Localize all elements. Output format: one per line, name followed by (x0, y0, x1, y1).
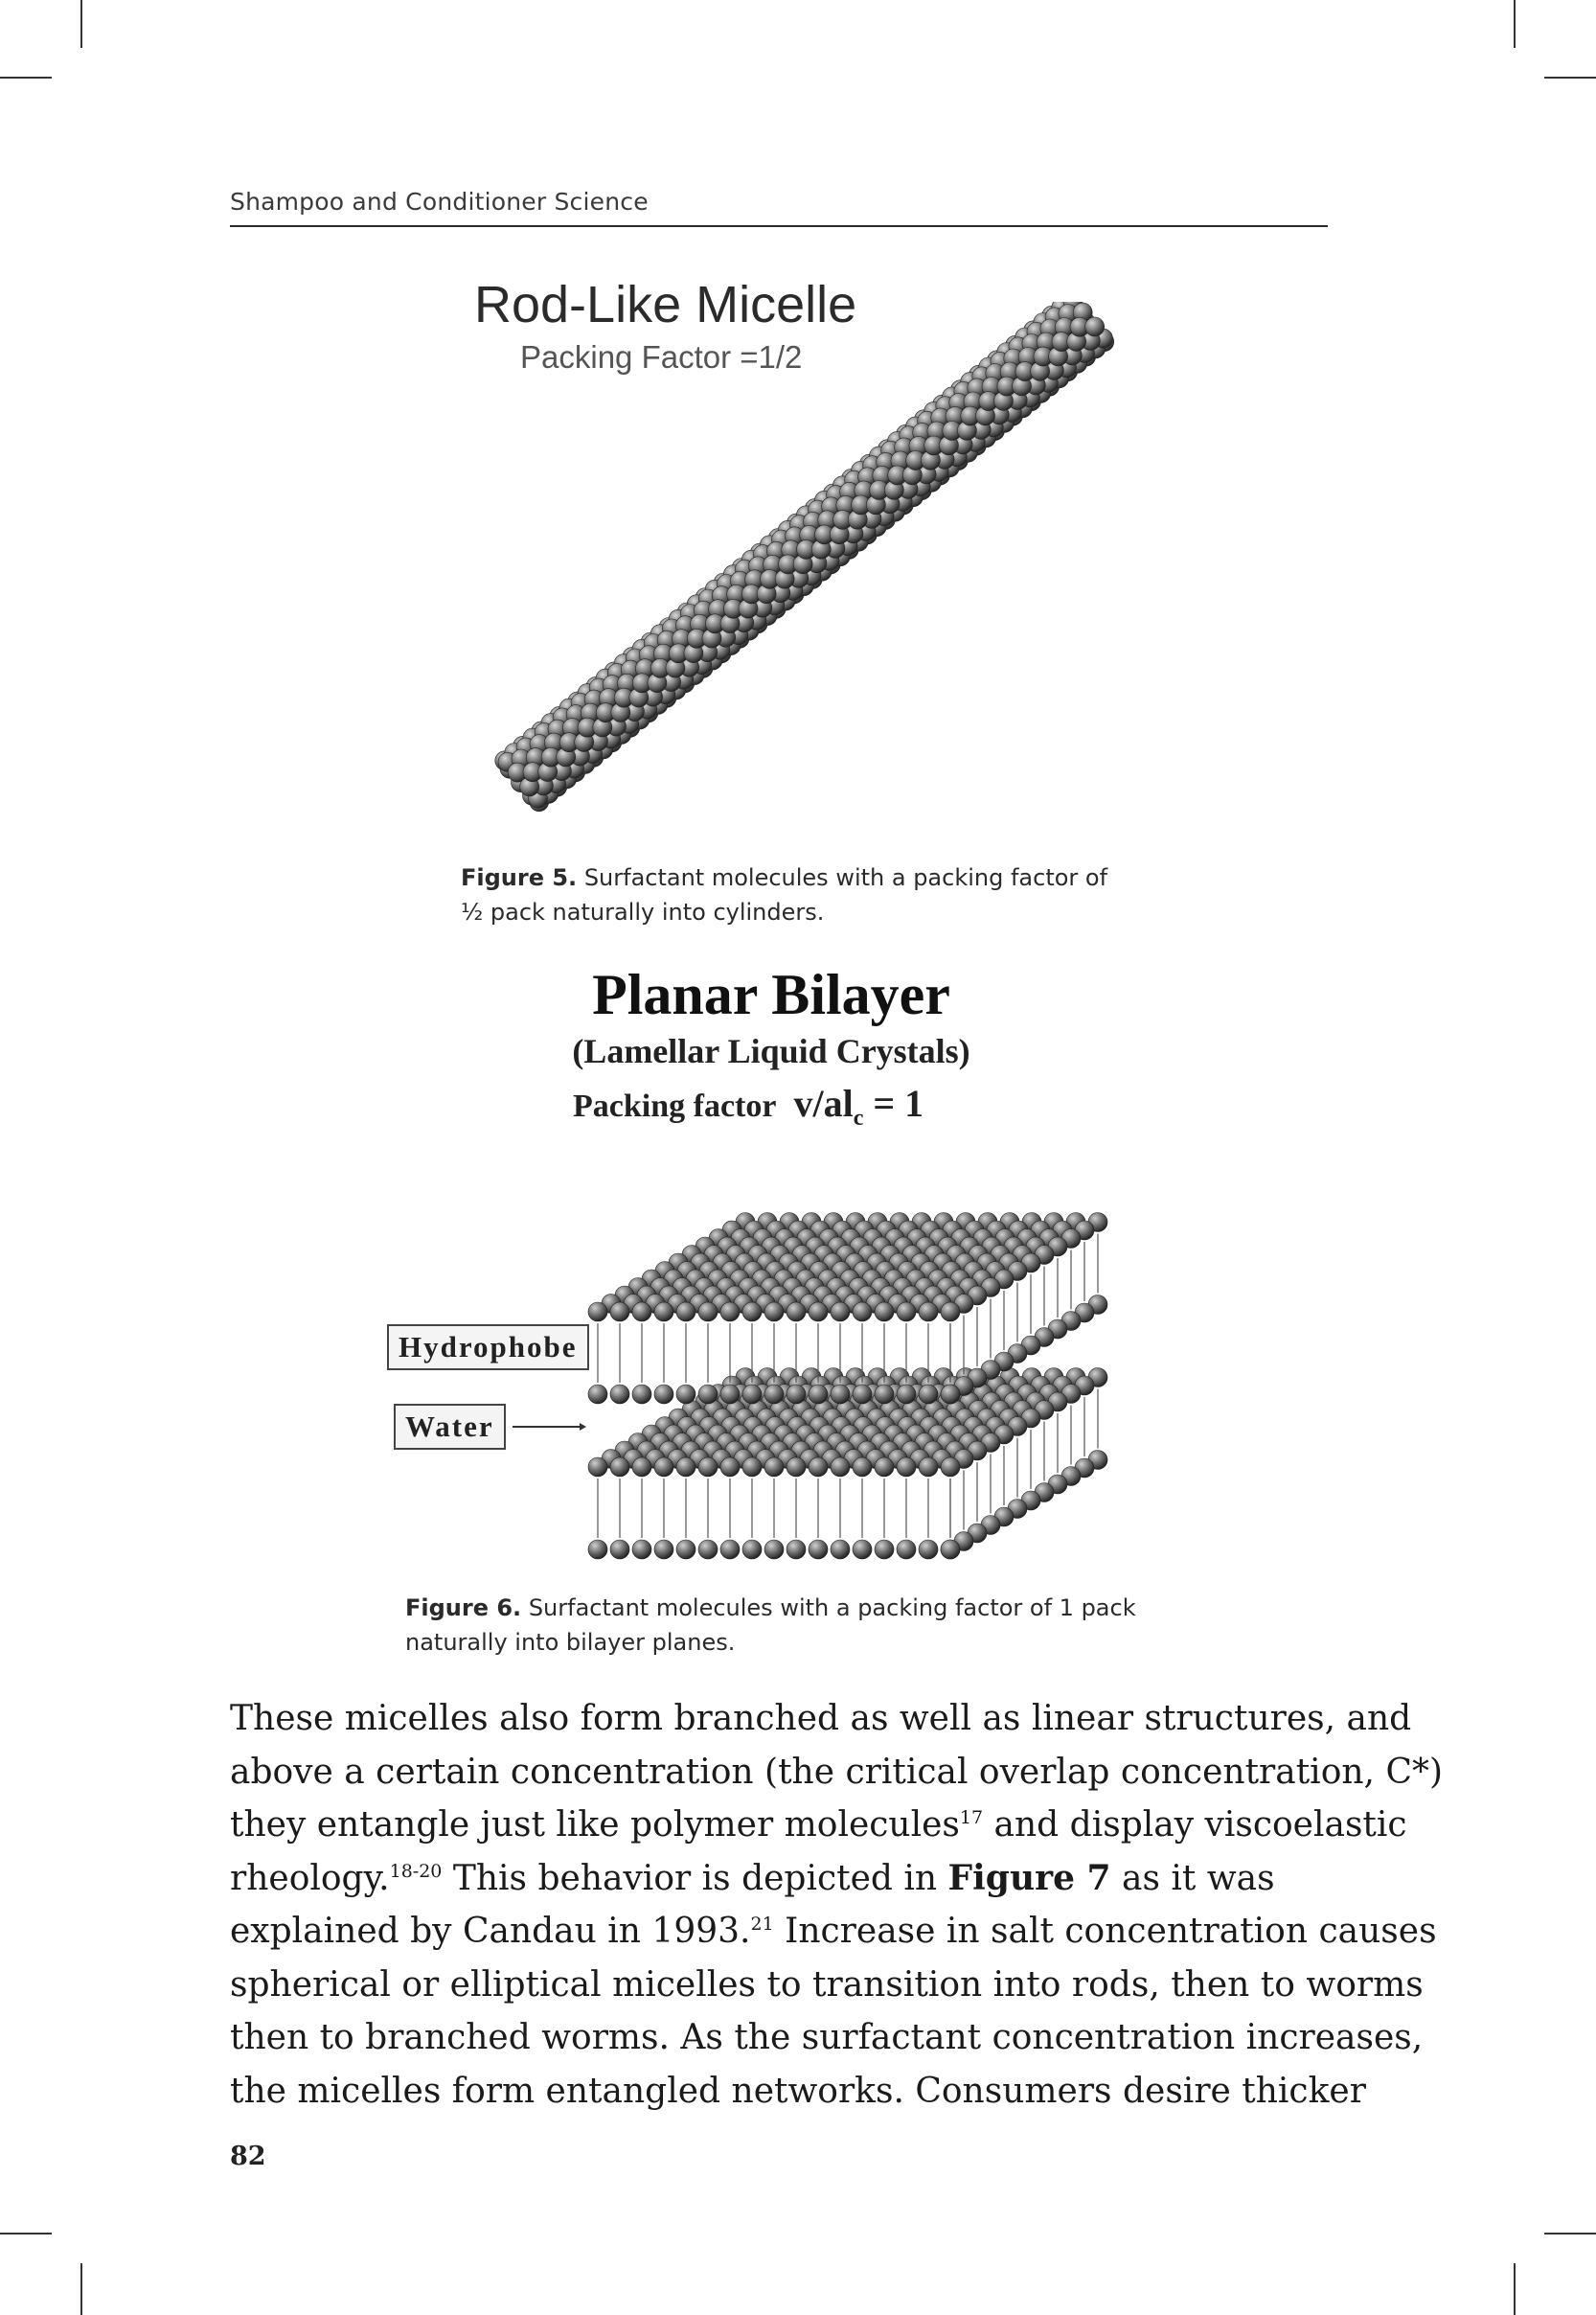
figure6-packing-factor (573, 1081, 923, 1132)
citation-superscript: 17 (959, 1807, 984, 1828)
crop-mark (1514, 0, 1516, 48)
figure6-caption-label: Figure 6. (405, 1594, 522, 1621)
page-number: 82 (230, 2142, 266, 2171)
hydrophobe-label: Hydrophobe (387, 1324, 589, 1370)
body-line: above a certain concentration (the critical overlap concentration, C*) (230, 1752, 1444, 1792)
crop-mark (0, 2233, 52, 2235)
figure5-caption-line1: Surfactant molecules with a packing factor of (583, 864, 1108, 891)
body-line (230, 1852, 1332, 1906)
figure6-title: Planar Bilayer (592, 963, 950, 1026)
rod-micelle-illustration (474, 302, 1145, 838)
body-text-run: rheology. (230, 1858, 390, 1898)
figure6-caption-line1: Surfactant molecules with a packing factor of 1 pack (528, 1594, 1136, 1621)
body-paragraph (230, 1692, 1444, 2118)
running-head: Shampoo and Conditioner Science (230, 188, 1328, 227)
body-line (230, 1799, 1407, 1852)
citation-superscript: 21 (750, 1914, 774, 1935)
body-line: These micelles also form branched as well as linear structures, and (230, 1699, 1412, 1738)
water-label: Water (394, 1404, 506, 1450)
figure6-subtitle: (Lamellar Liquid Crystals) (572, 1032, 970, 1070)
body-text-run: Increase in salt concentration causes (773, 1912, 1437, 1951)
figure5-subtitle: Packing Factor =1/2 (520, 339, 803, 375)
body-line: spherical or elliptical micelles to transition into rods, then to worms (230, 1964, 1424, 2005)
figure5-caption-label: Figure 5. (461, 864, 578, 891)
figure5-caption (461, 860, 1131, 929)
body-text-run: and display viscoelastic (983, 1805, 1407, 1845)
figure5-caption-line2: ½ pack naturally into cylinders. (461, 899, 825, 926)
crop-mark (80, 2263, 82, 2315)
body-text-run: This behavior is depicted in (442, 1858, 948, 1898)
citation-superscript: 18-20 (389, 1860, 443, 1882)
figure6-caption (405, 1591, 1152, 1660)
body-line: then to branched worms. As the surfactant concentration increases, (230, 2018, 1424, 2057)
body-line: the micelles form entangled networks. Consumers desire thicker (230, 2071, 1366, 2111)
crop-mark (1514, 2263, 1516, 2315)
crop-mark (80, 0, 82, 48)
figure-reference: Figure 7 (947, 1857, 1111, 1898)
body-text-run: explained by Candau in 1993. (230, 1912, 751, 1951)
packing-eq-rest: = 1 (863, 1082, 924, 1125)
packing-equation (793, 1082, 924, 1131)
body-text-run: they entangle just like polymer molecules (230, 1805, 960, 1845)
figure5-title: Rod-Like Micelle (474, 276, 857, 333)
packing-eq-sub: c (853, 1106, 864, 1131)
crop-mark (1544, 2233, 1596, 2235)
crop-mark (0, 77, 52, 79)
packing-label: Packing factor (573, 1089, 777, 1124)
body-text-run: as it was (1110, 1858, 1275, 1898)
crop-mark (1544, 77, 1596, 79)
body-line (230, 1905, 1437, 1959)
figure6-caption-line2: naturally into bilayer planes. (405, 1629, 736, 1656)
packing-eq-main: v/al (793, 1082, 854, 1125)
